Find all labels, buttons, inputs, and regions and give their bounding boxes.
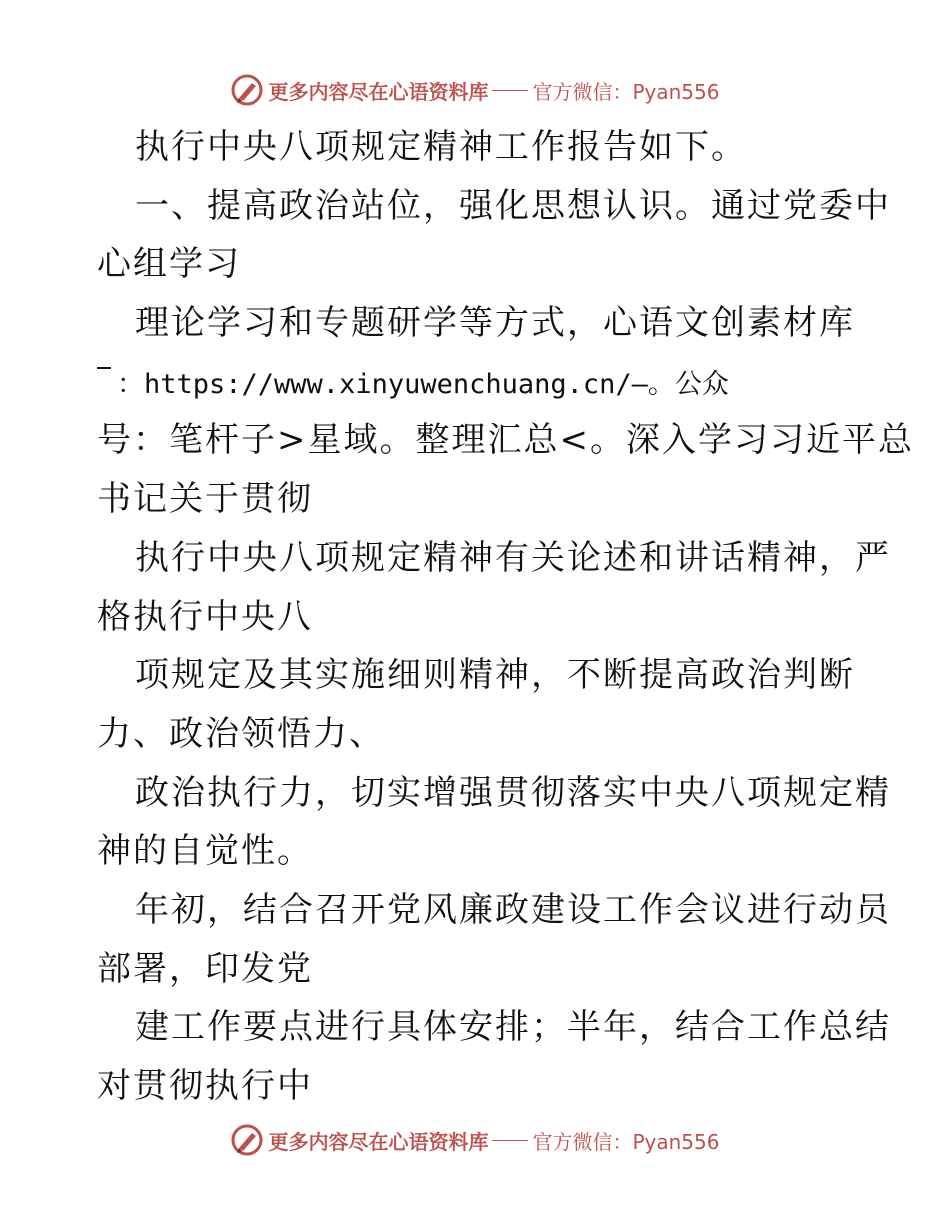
banner-text: 更多内容尽在心语资料库 xyxy=(268,79,489,104)
header-watermark-banner xyxy=(0,70,950,110)
body-line: 一、提高政治站位，强化思想认识。通过党委中 xyxy=(135,185,891,226)
footer-watermark-banner xyxy=(0,1120,950,1160)
body-line: 执行中央八项规定精神有关论述和讲话精神，严 xyxy=(135,537,891,578)
body-line: 对贯彻执行中 xyxy=(97,1066,313,1106)
body-line: 神的自觉性。 xyxy=(97,831,313,872)
body-line: 号：笔杆子>星域。整理汇总<。深入学习习近平总 xyxy=(97,420,914,461)
body-line: 格执行中央八 xyxy=(97,596,313,637)
body-line: 心组学习 xyxy=(97,244,241,285)
banner-wechat: 官方微信：Pyan556 xyxy=(532,1129,720,1154)
body-line: 政治执行力，切实增强贯彻落实中央八项规定精 xyxy=(135,772,891,813)
body-line: 建工作要点进行具体安排；半年，结合工作总结 xyxy=(135,1007,891,1048)
url-text: ：https://www.xinyuwenchuang.cn/—。公众 xyxy=(117,368,729,400)
document-body xyxy=(97,118,914,1116)
banner-wechat: 官方微信：Pyan556 xyxy=(532,79,720,104)
body-line: 项规定及其实施细则精神，不断提高政治判断 xyxy=(135,655,855,696)
body-line: 年初，结合召开党风廉政建设工作会议进行动员 xyxy=(135,889,891,930)
banner-separator xyxy=(492,1140,528,1141)
body-line: 部署，印发党 xyxy=(97,948,313,989)
body-line: 力、政治领悟力、 xyxy=(97,713,385,754)
body-line-url xyxy=(97,353,857,412)
body-line: 书记关于贯彻 xyxy=(97,479,313,520)
body-line: 理论学习和专题研学等方式，心语文创素材库 xyxy=(135,303,855,344)
banner-text: 更多内容尽在心语资料库 xyxy=(268,1129,489,1154)
pen-logo-icon xyxy=(230,73,264,107)
pen-logo-icon xyxy=(230,1123,264,1157)
body-line: 执行中央八项规定精神工作报告如下。 xyxy=(135,127,747,167)
banner-separator xyxy=(492,90,528,91)
dash-mark xyxy=(97,367,111,369)
